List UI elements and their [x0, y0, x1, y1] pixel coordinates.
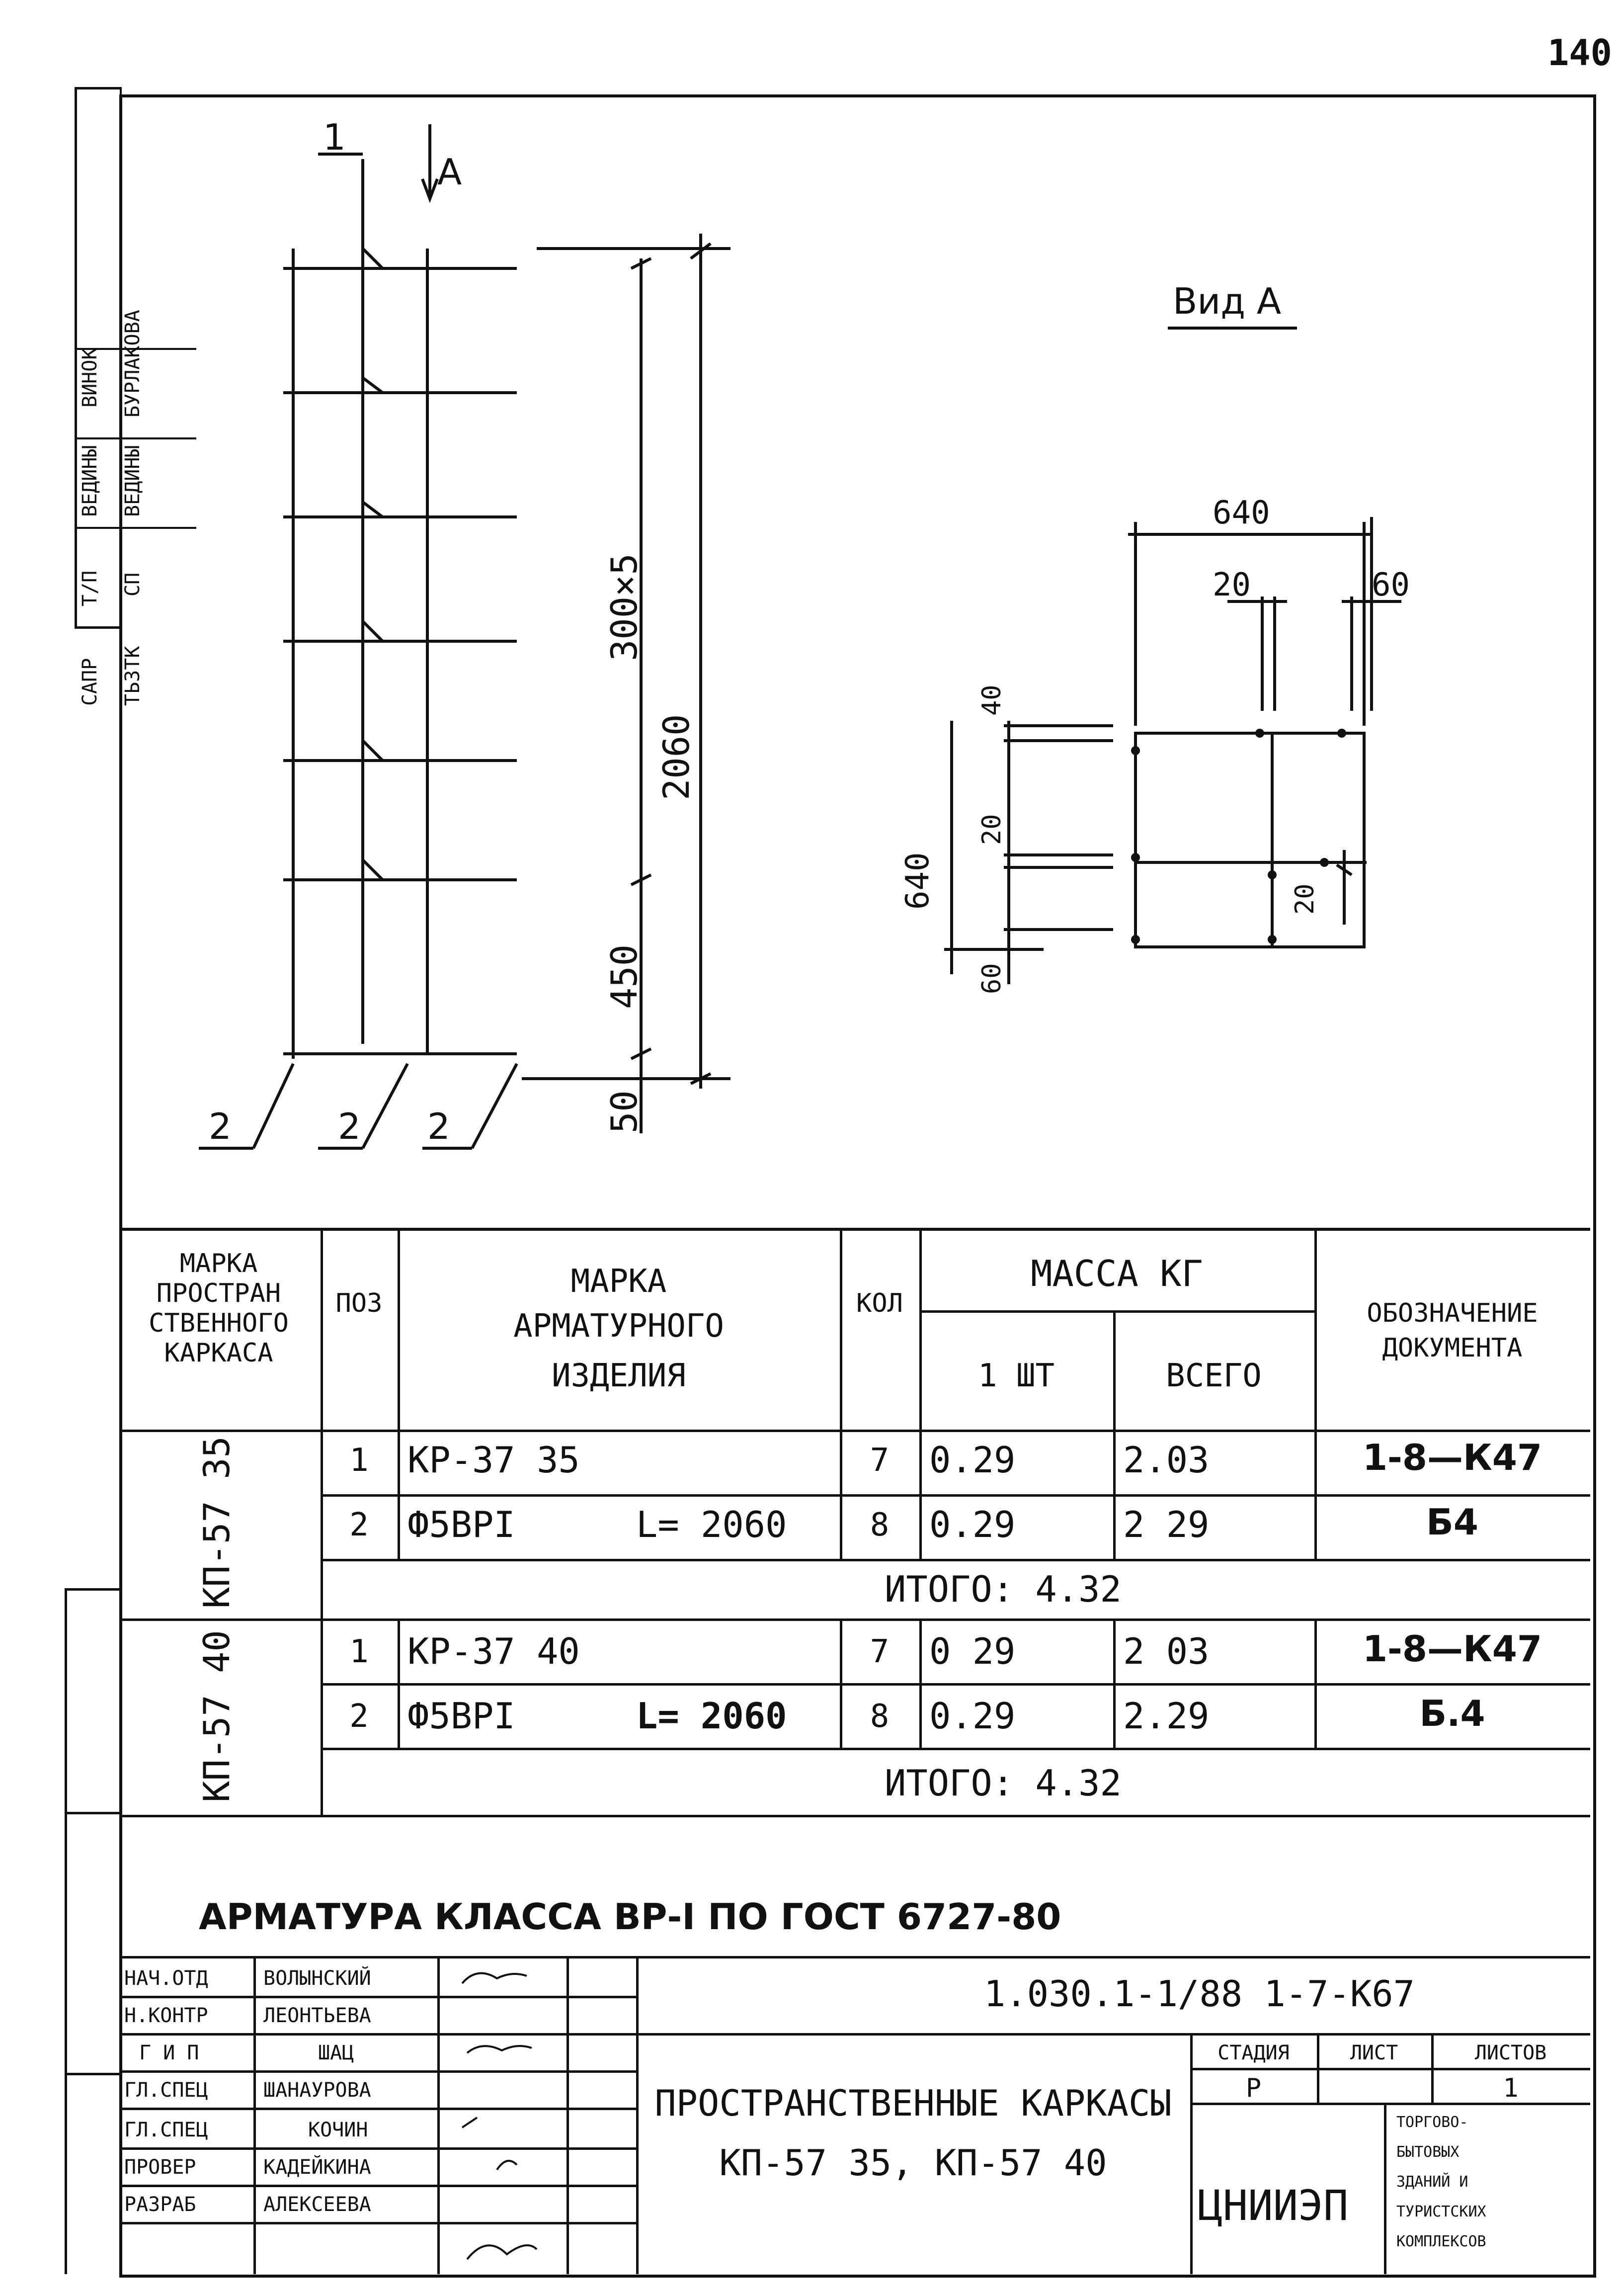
sig-role: РАЗРАБ — [124, 2193, 196, 2216]
cell-vsego: 2 03 — [1123, 1630, 1210, 1672]
itogo: ИТОГО: 4.32 — [885, 1762, 1122, 1804]
hdr-oboznachenie-2: ДОКУМЕНТА — [1382, 1333, 1523, 1363]
hdr-massa: МАССА КГ — [1031, 1253, 1203, 1294]
cell-poz: 1 — [349, 1633, 369, 1670]
spec-table — [119, 1228, 1590, 1817]
cell-doc: Б.4 — [1419, 1693, 1485, 1734]
sig-role: НАЧ.ОТД — [124, 1967, 208, 1990]
view-arrow-label: А — [437, 151, 462, 193]
sig-name: ЛЕОНТЬЕВА — [263, 2004, 371, 2027]
pos-label: 2 — [209, 1105, 232, 1147]
sig-role: ПРОВЕР — [124, 2156, 196, 2179]
sig-name: ВОЛЫНСКИЙ — [263, 1967, 371, 1990]
page-number: 140 — [1547, 32, 1612, 74]
title-block — [119, 1956, 1590, 2274]
karkas-label: КП-57 35 — [196, 1436, 238, 1609]
sig-name: ШАНАУРОВА — [263, 2079, 371, 2102]
signature-scribbles — [119, 1956, 567, 2274]
callout-1: 1 — [323, 116, 346, 158]
cell-marka: КР-37 40 — [407, 1630, 580, 1672]
note-text: АРМАТУРА КЛАССА ВР-I ПО ГОСТ 6727-80 — [199, 1896, 1061, 1938]
dim-plan-20-left: 20 — [977, 814, 1007, 845]
cell-kol: 7 — [870, 1633, 890, 1670]
pos-label: 2 — [427, 1105, 450, 1147]
stadiya-label: СТАДИЯ — [1217, 2041, 1290, 2064]
dim-plan-60-left: 60 — [977, 963, 1007, 994]
dim-plan-20-top: 20 — [1213, 567, 1251, 603]
sig-name: КОЧИН — [308, 2119, 368, 2141]
listov-label: ЛИСТОВ — [1474, 2041, 1547, 2064]
cell-vsego: 2 29 — [1123, 1504, 1210, 1545]
sig-name: КАДЕЙКИНА — [263, 2156, 371, 2179]
title-line2: КП-57 35, КП-57 40 — [719, 2142, 1107, 2184]
left-stub — [65, 1588, 122, 2274]
cell-poz: 2 — [349, 1698, 369, 1735]
hdr-massa-1sht: 1 ШТ — [977, 1358, 1055, 1394]
itogo: ИТОГО: 4.32 — [885, 1568, 1122, 1610]
cell-sht: 0 29 — [929, 1630, 1016, 1672]
view-title: Вид А — [1173, 280, 1282, 322]
hdr-marka-karkasa-2: ПРОСТРАН — [156, 1278, 281, 1308]
org-sub: БЫТОВЫХ — [1396, 2143, 1460, 2161]
cell-marka: Ф5ВРI — [407, 1695, 515, 1737]
pos-label: 2 — [338, 1105, 361, 1147]
stamp-sp: СП — [121, 572, 144, 596]
dim-plan-640-left: 640 — [899, 852, 936, 910]
cell-doc: 1-8—К47 — [1362, 1628, 1542, 1670]
stamp-tzk: ТЬЗТК — [121, 646, 144, 706]
stamp-vedinh2: ВЕДИНЫ — [121, 445, 144, 517]
stamp-vinok: ВИНОК — [79, 347, 101, 408]
cell-kol: 7 — [870, 1442, 890, 1479]
cell-sht: 0.29 — [929, 1439, 1016, 1481]
list-label: ЛИСТ — [1350, 2041, 1398, 2064]
hdr-marka-izdeliya-3: ИЗДЕЛИЯ — [552, 1358, 686, 1394]
org-sub: КОМПЛЕКСОВ — [1396, 2233, 1486, 2250]
hdr-massa-vsego: ВСЕГО — [1166, 1358, 1262, 1394]
cell-sht: 0.29 — [929, 1504, 1016, 1545]
org-sub: ТОРГОВО- — [1396, 2114, 1468, 2131]
dim-50: 50 — [603, 1090, 645, 1133]
cell-sht: 0.29 — [929, 1695, 1016, 1737]
doc-code: 1.030.1-1/88 1-7-К67 — [984, 1973, 1415, 2015]
cell-vsego: 2.03 — [1123, 1439, 1210, 1481]
cell-length: L= 2060 — [636, 1695, 787, 1737]
hdr-marka-karkasa-4: КАРКАСА — [164, 1338, 273, 1368]
cell-length: L= 2060 — [636, 1504, 787, 1545]
dim-plan-640-top: 640 — [1213, 495, 1270, 531]
dim-450: 450 — [603, 944, 645, 1009]
cell-poz: 1 — [349, 1442, 369, 1479]
cell-doc: Б4 — [1426, 1501, 1478, 1543]
hdr-marka-karkasa-3: СТВЕННОГО — [149, 1308, 289, 1338]
dim-plan-40: 40 — [977, 684, 1007, 716]
hdr-marka-izdeliya-2: АРМАТУРНОГО — [513, 1308, 724, 1345]
sig-role: Г И П — [139, 2041, 199, 2064]
org-name: ЦНИИЭП — [1198, 2181, 1349, 2230]
sig-role: ГЛ.СПЕЦ — [124, 2119, 208, 2141]
cell-marka: Ф5ВРI — [407, 1504, 515, 1545]
hdr-kol: КОЛ — [856, 1288, 903, 1318]
cell-marka: КР-37 35 — [407, 1439, 580, 1481]
hdr-poz: ПОЗ — [335, 1288, 383, 1318]
sig-name: ШАЦ — [318, 2041, 354, 2064]
stamp-sapr: САПР — [79, 658, 101, 706]
org-sub: ТУРИСТСКИХ — [1396, 2203, 1486, 2220]
hdr-marka-izdeliya-1: МАРКА — [570, 1263, 667, 1300]
stamp-tp: Т/П — [79, 570, 101, 606]
hdr-marka-karkasa-1: МАРКА — [179, 1249, 258, 1278]
stamp-vedinh: ВЕДИНЫ — [79, 445, 101, 517]
org-sub: ЗДАНИЙ И — [1396, 2173, 1468, 2191]
sig-role: ГЛ.СПЕЦ — [124, 2079, 208, 2102]
cell-poz: 2 — [349, 1507, 369, 1543]
dim-plan-20-right: 20 — [1290, 883, 1320, 915]
dim-2060: 2060 — [655, 714, 697, 800]
hdr-oboznachenie-1: ОБОЗНАЧЕНИЕ — [1367, 1298, 1538, 1328]
dim-plan-60-top: 60 — [1372, 567, 1410, 603]
karkas-label: КП-57 40 — [196, 1630, 238, 1802]
listov-value: 1 — [1503, 2073, 1519, 2103]
cell-kol: 8 — [870, 1698, 890, 1735]
dim-300x5: 300×5 — [603, 553, 645, 661]
sig-name: АЛЕКСЕЕВА — [263, 2193, 371, 2216]
title-line1: ПРОСТРАНСТВЕННЫЕ КАРКАСЫ — [654, 2082, 1172, 2124]
stadiya-value: Р — [1245, 2073, 1262, 2103]
cell-doc: 1-8—К47 — [1362, 1437, 1542, 1478]
sig-role: Н.КОНТР — [124, 2004, 208, 2027]
stamp-burlakova: БУРЛАКОВА — [121, 310, 144, 418]
cell-vsego: 2.29 — [1123, 1695, 1210, 1737]
cell-kol: 8 — [870, 1507, 890, 1543]
